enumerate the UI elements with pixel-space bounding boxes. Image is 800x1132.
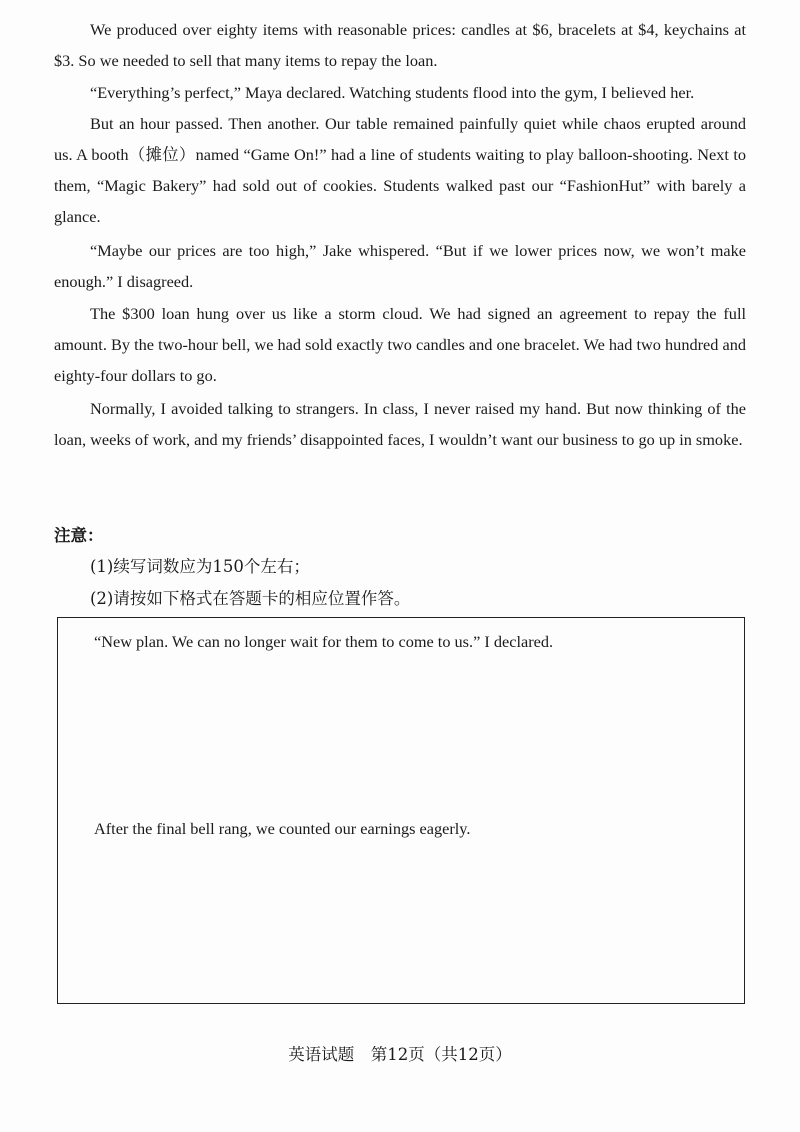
passage-paragraph-1: We produced over eighty items with reasonable prices: candles at $6, bracelets at $4, keychains at $3. So we needed to sell that many items to repay the loan. bbox=[54, 20, 746, 70]
paragraph-1-opening: “New plan. We can no longer wait for them to come to us.” I declared. bbox=[94, 632, 554, 651]
answer-box bbox=[57, 617, 745, 1004]
passage-paragraph-2: “Everything’s perfect,” Maya declared. Watching students flood into the gym, I believed her. bbox=[90, 83, 695, 102]
note-item-1: (1)续写词数应为150个左右； bbox=[90, 557, 310, 576]
page-footer: 英语试题 第12页（共12页） bbox=[288, 1045, 512, 1064]
passage-paragraph-5: The $300 loan hung over us like a storm cloud. We had signed an agreement to repay the full amount. By the two-hour bell, we had sold exactly two candles and one bracelet. We had two hundred and eighty-four dollars to go. bbox=[54, 304, 746, 385]
passage-paragraph-4: “Maybe our prices are too high,” Jake whispered. “But if we lower prices now, we won’t make enough.” I disagreed. bbox=[54, 241, 746, 291]
passage-paragraph-6: Normally, I avoided talking to strangers. In class, I never raised my hand. But now thinking of the loan, weeks of work, and my friends’ disappointed faces, I wouldn’t want our business to go up in smoke. bbox=[54, 399, 746, 449]
note-item-2: (2)请按如下格式在答题卡的相应位置作答。 bbox=[90, 589, 411, 608]
notes-title: 注意： bbox=[54, 526, 104, 545]
passage-paragraph-3: But an hour passed. Then another. Our table remained painfully quiet while chaos erupted around us. A booth（摊位）named “Game On!” had a line of students waiting to play balloon-shooting. Next to them, “Magic Bakery” had sold out of cookies. Students walked past our “FashionHut” with barely a glance. bbox=[54, 114, 746, 226]
paragraph-2-opening: After the final bell rang, we counted our earnings eagerly. bbox=[94, 819, 471, 838]
